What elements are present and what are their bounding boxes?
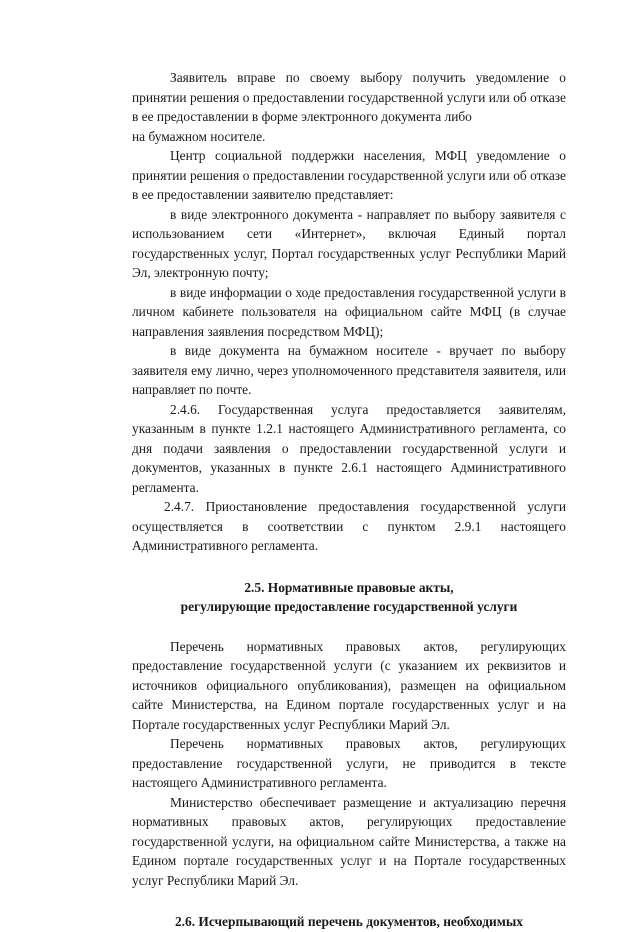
section-spacer (132, 617, 566, 637)
section-heading-2-5-line1: 2.5. Нормативные правовые акты, (244, 579, 454, 595)
document-body (132, 68, 566, 932)
paragraph-personal-cabinet: в виде информации о ходе предоставления государственной услуги в личном кабинете пользователя на официальном сайте МФЦ (в случае направления заявления посредством МФЦ); (132, 284, 566, 339)
paragraph-paper-carrier: на бумажном носителе. (132, 128, 266, 144)
paragraph-paper-document: в виде документа на бумажном носителе - вручает по выбору заявителя ему лично, через уполномоченного представителя заявителя, или направляет по почте. (132, 343, 566, 397)
paragraph-2-4-6: 2.4.6. Государственная услуга предоставляется заявителям, указанным в пункте 1.2.1 настоящего Административного регламента, со дня подачи заявления о предоставлении государственной услуги и документов, указанных в пункте 2.6.1 настоящего Административного регламента. (132, 401, 566, 495)
paragraph-2-4-7: 2.4.7. Приостановление предоставления государственной услуги осуществляется в соответствии с пунктом 2.9.1 настоящего Административного регламента. (132, 499, 566, 553)
section-heading-2-6-line1: 2.6. Исчерпывающий перечень документов, необходимых (174, 914, 523, 929)
section-heading-2-5-line2: регулирующие предоставление государственной услуги (180, 599, 518, 614)
paragraph-notification-choice: Заявитель вправе по своему выбору получить уведомление о принятии решения о предоставлении государственной услуги или об отказе в ее предоставлении в форме электронного документа либо (132, 70, 566, 124)
section-spacer (132, 556, 566, 578)
section-spacer (132, 890, 566, 912)
paragraph-acts-list-not-included: Перечень нормативных правовых актов, регулирующих предоставление государственной услуги, не приводится в тексте настоящего Административного регламента. (132, 736, 566, 790)
paragraph-ministry-actualization: Министерство обеспечивает размещение и актуализацию перечня нормативных правовых актов, регулирующих предоставление государственной услуги, на официальном сайте Министерства, а также на Едином портале государственных услуг и на Портале государственных услуг Республики Марий Эл. (132, 794, 566, 888)
paragraph-electronic-document: в виде электронного документа - направляет по выбору заявителя с использованием сети «Интернет», включая Единый портал государственных услуг, Портал государственных услуг Республики Марий Эл, электронную почту; (132, 206, 566, 280)
paragraph-center-notification: Центр социальной поддержки населения, МФЦ уведомление о принятии решения о предоставлении государственной услуги или об отказе в ее предоставлении заявителю представляет: (132, 148, 566, 202)
paragraph-acts-list-published: Перечень нормативных правовых актов, регулирующих предоставление государственной услуги (с указанием их реквизитов и источников официального опубликования), размещен на официальном сайте Министерства, на Едином портале государственных услуг и на Портале государственных услуг Республики Марий Эл. (132, 638, 566, 732)
